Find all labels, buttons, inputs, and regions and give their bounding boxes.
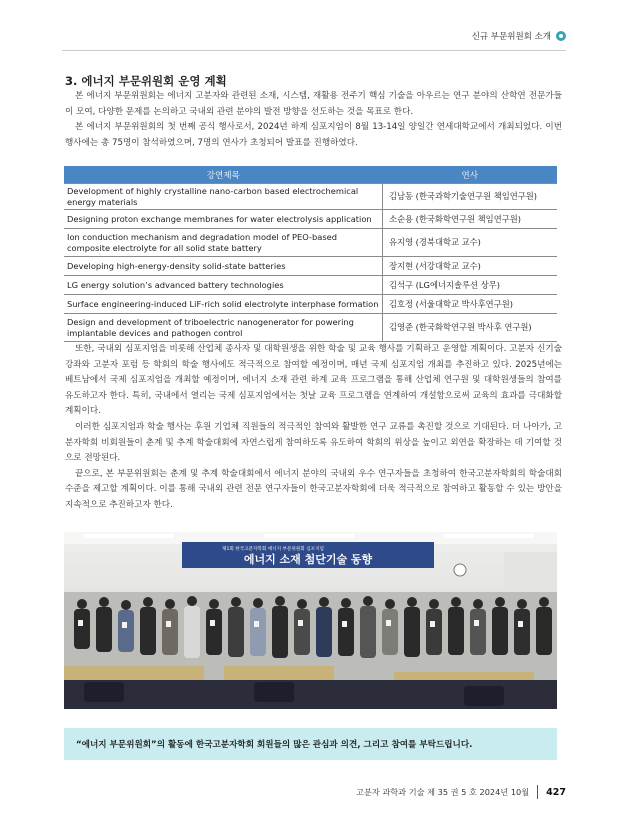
page-footer [356,785,566,799]
lecture-title: Ion conduction mechanism and degradation model of PEO-based composite electrolyte for all solid state battery [64,229,383,257]
footer-divider [537,785,538,799]
running-header-label: 신규 부문위원회 소개 [471,32,551,42]
table-row [64,229,557,257]
lecture-speaker: 소순용 (한국화학연구원 책임연구원) [383,210,558,229]
circle-bullet-icon [556,31,566,41]
lecture-speaker: 김남동 (한국과학기술연구원 책임연구원) [383,184,558,210]
table-row [64,210,557,229]
paragraph: 또한, 국내외 심포지엄을 비롯해 산업체 종사자 및 대학원생을 위한 학술 및 교육 행사를 기획하고 운영할 계획이다. 고분자 신기술 강좌와 고분자 포럼 등 학회의 학술 행사에도 적극적으로 참여할 예정이며, 매년 국제 심포지엄 개최를 추진하고 있다. 2025년에는 베트남에서 국제 심포지엄을 개최할 예정이며, 에너지 소재 관련 하계 교육 프로그램을 통해 산업체 연구원 및 대학원생들의 참여를 유도하고자 한다. 특히, 국내에서 열리는 국제 심포지엄에서는 첫날 교육 프로그램을 연계하여 개설함으로써 교육의 효과를 극대화할 계획이다. [65,344,562,417]
intro-text [65,89,562,151]
lecture-title: Surface engineering-induced LiF-rich solid electrolyte interphase formation [64,295,383,314]
page-number: 427 [546,786,566,798]
running-header [472,30,566,42]
lecture-speaker: 김영준 (한국화학연구원 박사후 연구원) [383,314,558,342]
table-header-row [64,166,557,184]
lecture-speaker: 장지현 (서강대학교 교수) [383,257,558,276]
paragraph: 이러한 심포지엄과 학술 행사는 후원 기업체 직원들의 적극적인 참여와 활발한 연구 교류를 촉진할 것으로 기대된다. 더 나아가, 고분자학회 비회원들이 춘계 및 추계 학술대회에 자연스럽게 참여하도록 유도하여 학회의 위상을 높이고 외연을 확장하는 데 기여할 것으로 전망된다. [65,421,562,464]
journal-citation: 고분자 과학과 기술 제 35 권 5 호 2024년 10월 [356,786,530,797]
header-divider [62,50,566,51]
lecture-title: Designing proton exchange membranes for water electrolysis application [64,210,383,229]
lecture-speaker: 유지영 (경북대학교 교수) [383,229,558,257]
table-row [64,257,557,276]
callout-text: “에너지 부문위원회”의 활동에 한국고분자학회 회원들의 많은 관심과 의견, 그리고 참여를 부탁드립니다. [76,740,473,750]
table-row [64,184,557,210]
paragraph: 끝으로, 본 부문위원회는 춘계 및 추계 학술대회에서 에너지 분야의 국내외 우수 연구자들을 초청하여 한국고분자학회의 학술대회 수준을 제고할 계획이다. 이를 통해 국내외 관련 전문 연구자들이 한국고분자학회에 더욱 적극적으로 참여하고 활동할 수 있는 방안을 지속적으로 추진하고자 한다. [65,468,562,510]
table-row [64,276,557,295]
section-title: 3. 에너지 부문위원회 운영 계획 [65,74,227,88]
paragraph: 본 에너지 부문위원회의 첫 번째 공식 행사로서, 2024년 하계 심포지엄이 8월 13-14일 양일간 연세대학교에서 개최되었다. 이번 행사에는 총 75명이 참석하였으며, 7명의 연사가 초청되어 발표를 진행하였다. [65,122,562,148]
lecture-table [64,166,557,342]
table-row [64,295,557,314]
lecture-speaker: 김호정 (서울대학교 박사후연구원) [383,295,558,314]
body-text [65,342,562,514]
lecture-title: LG energy solution’s advanced battery technologies [64,276,383,295]
column-header-speaker: 연사 [383,166,558,184]
banner-title: 에너지 소재 첨단기술 동향 [243,553,373,566]
group-photo [64,532,557,709]
lecture-title: Developing high-energy-density solid-state batteries [64,257,383,276]
paragraph: 본 에너지 부문위원회는 에너지 고분자와 관련된 소재, 시스템, 재활용 전주기 핵심 기술을 아우르는 연구 분야의 산학연 전문가들이 모여, 다양한 문제를 논의하고 국내외 관련 분야의 발전 방향을 선도하는 것을 목표로 한다. [65,91,562,117]
lecture-speaker: 김석구 (LG에너지솔루션 상무) [383,276,558,295]
table-row [64,314,557,342]
lecture-title: Design and development of triboelectric nanogenerator for powering implantable devices and pathogen control [64,314,383,342]
column-header-title: 강연제목 [64,166,383,184]
callout-box [64,728,557,760]
banner-subtitle: 제1회 한국고분자학회 에너지 부문위원회 심포지엄 [222,547,324,552]
lecture-title: Development of highly crystalline nano-carbon based electrochemical energy materials [64,184,383,210]
